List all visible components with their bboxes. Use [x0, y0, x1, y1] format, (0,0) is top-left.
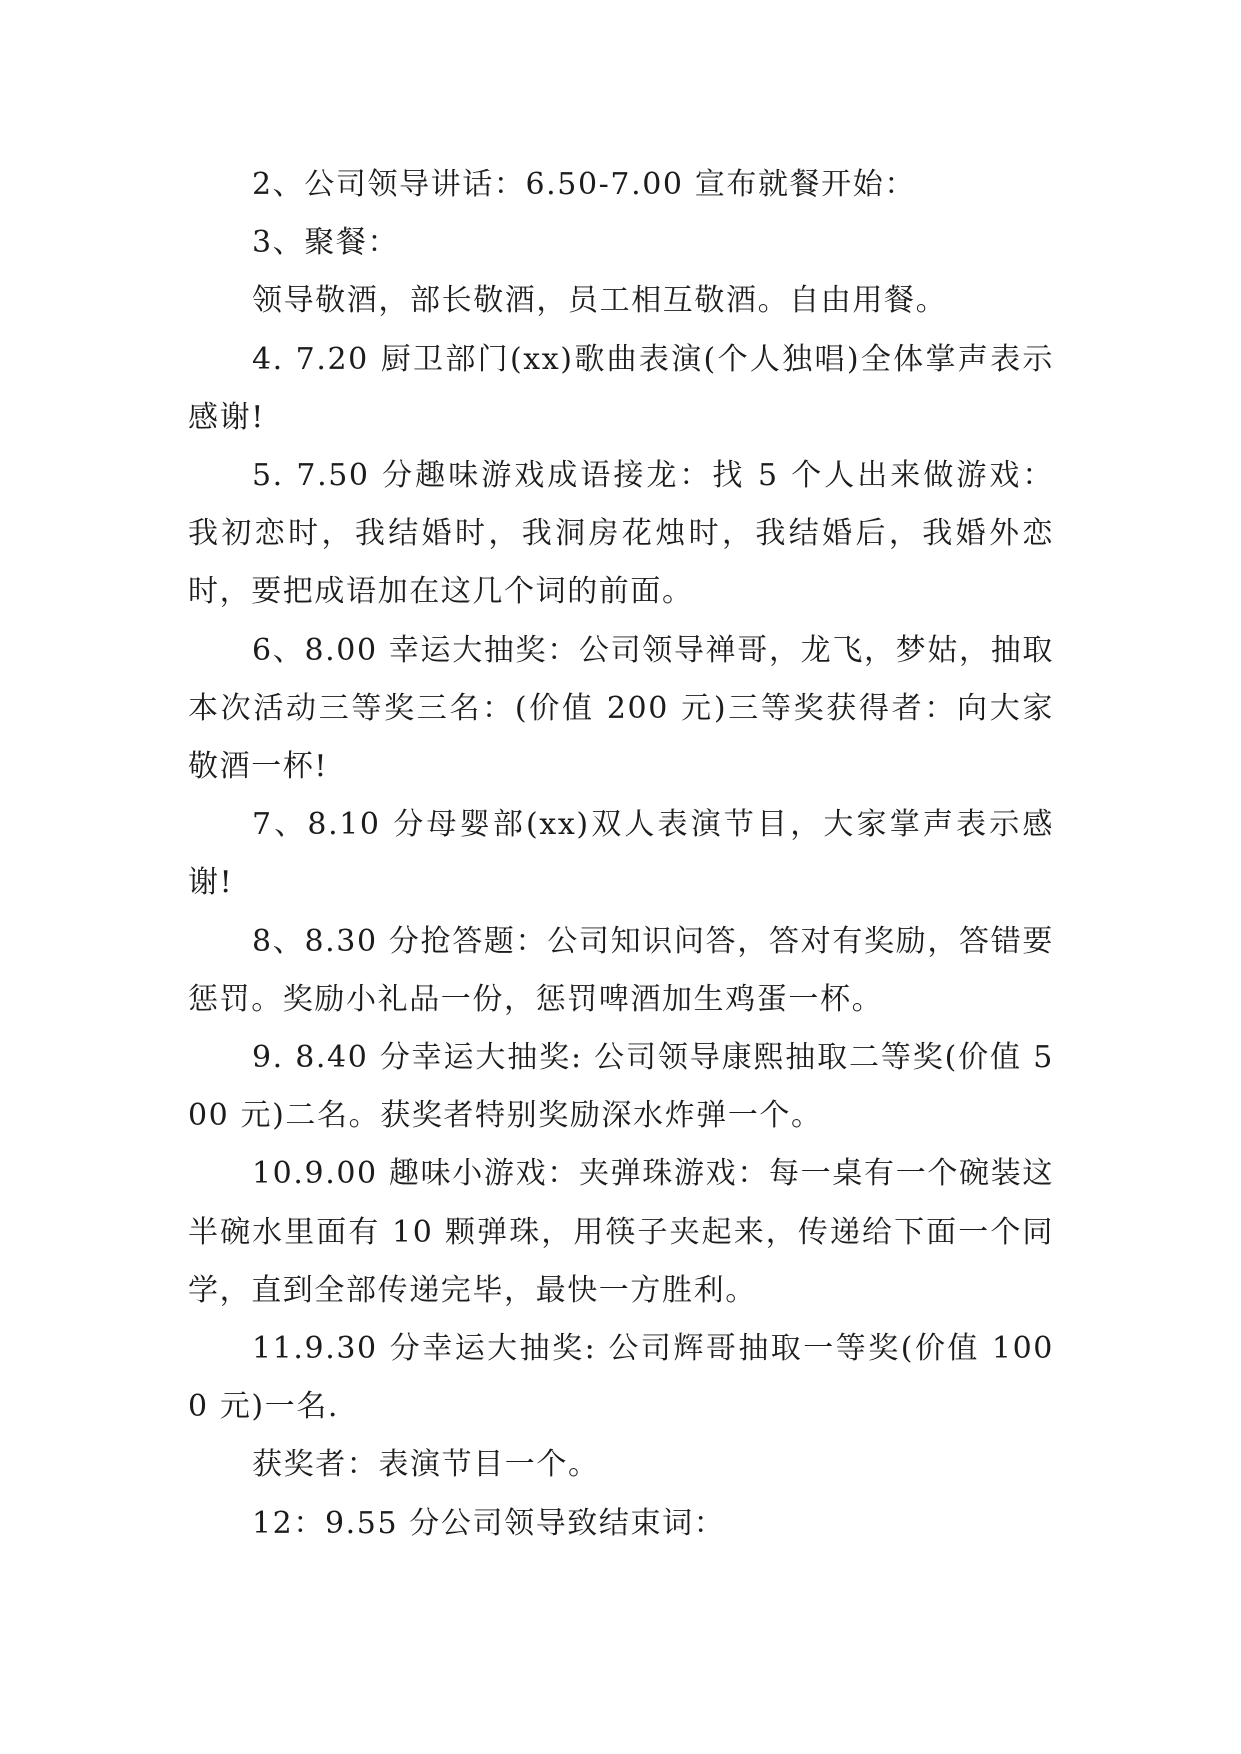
paragraph-9: 9. 8.40 分幸运大抽奖: 公司领导康熙抽取二等奖(价值 500 元)二名。获奖者特别奖励深水炸弹一个。 — [188, 1040, 1054, 1134]
paragraph-11: 11.9.30 分幸运大抽奖: 公司辉哥抽取一等奖(价值 1000 元)一名. — [188, 1331, 1054, 1425]
paragraph-8: 8、8.30 分抢答题：公司知识问答，答对有奖励，答错要惩罚。奖励小礼品一份，惩罚啤酒加生鸡蛋一杯。 — [188, 923, 1054, 1017]
paragraph-4: 4. 7.20 厨卫部门(xx)歌曲表演(个人独唱)全体掌声表示感谢! — [188, 341, 1054, 435]
paragraph-5: 5. 7.50 分趣味游戏成语接龙：找 5 个人出来做游戏：我初恋时，我结婚时，我洞房花烛时，我结婚后，我婚外恋时，要把成语加在这几个词的前面。 — [188, 458, 1054, 610]
document-body — [188, 156, 1054, 1553]
paragraph-6: 6、8.00 幸运大抽奖：公司领导禅哥，龙飞，梦姑，抽取本次活动三等奖三名：(价值 200 元)三等奖获得者：向大家敬酒一杯! — [188, 632, 1054, 785]
paragraph-12: 获奖者：表演节目一个。 — [252, 1447, 600, 1483]
paragraph-10: 10.9.00 趣味小游戏：夹弹珠游戏：每一桌有一个碗装这半碗水里面有 10 颗弹珠，用筷子夹起来，传递给下面一个同学，直到全部传递完毕，最快一方胜利。 — [188, 1156, 1054, 1308]
paragraph-3: 领导敬酒，部长敬酒，员工相互敬酒。自由用餐。 — [252, 283, 948, 319]
paragraph-1: 2、公司领导讲话：6.50-7.00 宣布就餐开始： — [252, 167, 916, 202]
paragraph-13: 12：9.55 分公司领导致结束词： — [252, 1505, 726, 1541]
paragraph-2: 3、聚餐： — [252, 225, 400, 261]
paragraph-7: 7、8.10 分母婴部(xx)双人表演节目，大家掌声表示感谢! — [188, 807, 1054, 901]
